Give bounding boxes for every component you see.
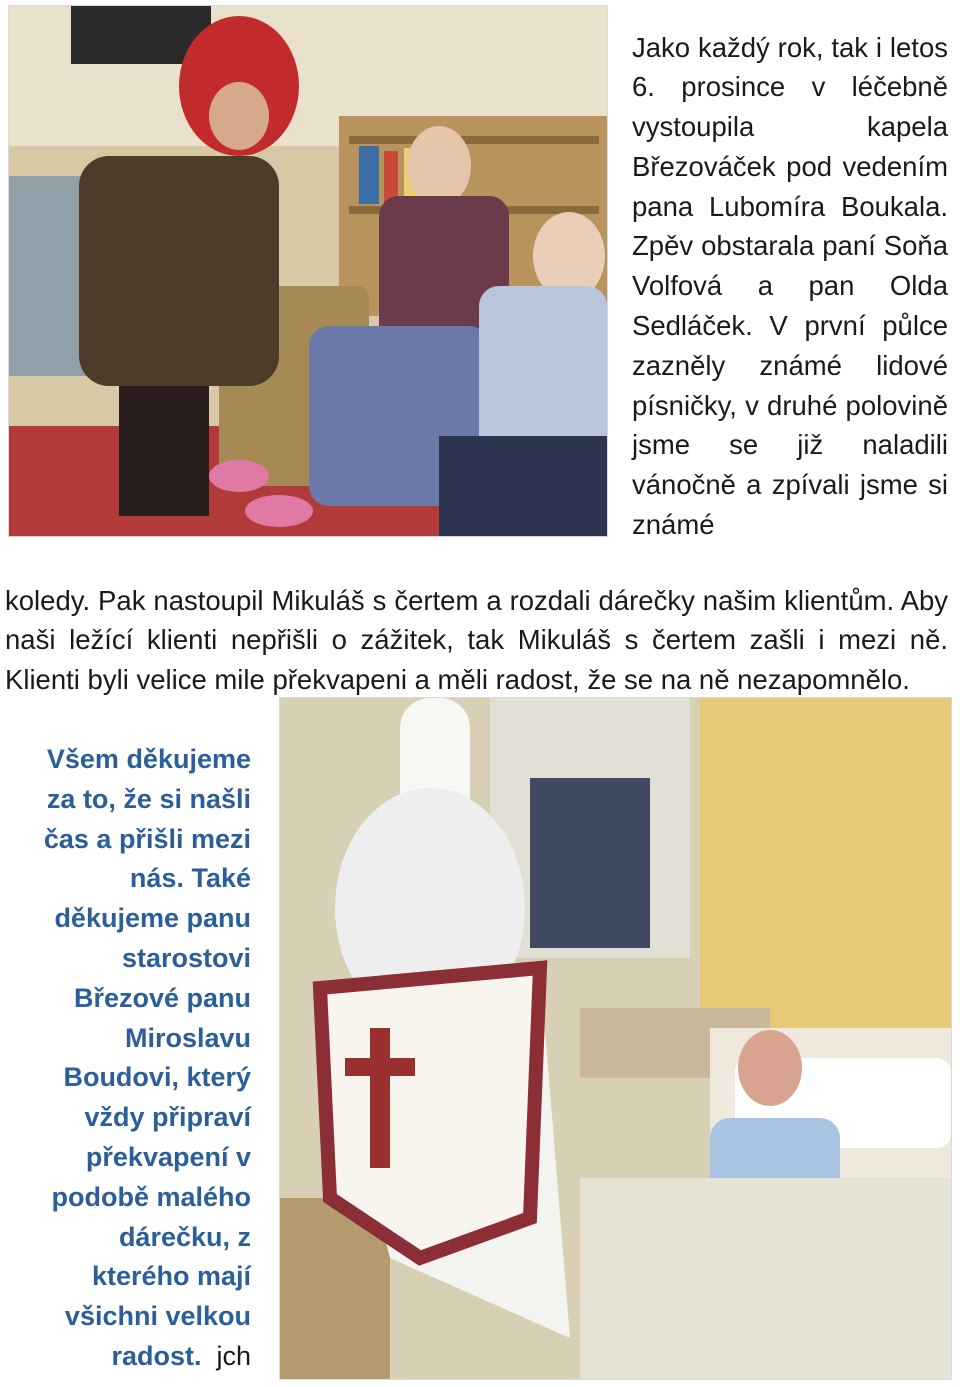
photo-devil-with-residents (8, 5, 608, 537)
thanks-note (18, 740, 251, 1377)
photo-saint-nicholas-visit (279, 697, 952, 1380)
article-continuation-paragraph: koledy. Pak nastoupil Mikuláš s čertem a rozdali dárečky našim klientům. Aby naši ležící klienti nepřišli o zážitek, tak Mikuláš s čertem zašli i mezi ně. Klienti byli velice mile překvapeni a měli radost, že se na ně nezapomnělo. (5, 584, 948, 696)
author-signature: jch (216, 1340, 251, 1371)
thanks-text: Všem děkujeme za to, že si našli čas a přišli mezi nás. Také děkujeme panu starostovi Březové panu Miroslavu Boudovi, který vždy připraví překvapení v podobě malého dárečku, z kterého mají všichni velkou radost. (43, 744, 251, 1371)
article-intro-paragraph: Jako každý rok, tak i letos 6. prosince v léčebně vystoupila kapela Březováček pod vedením pana Lubomíra Boukala. Zpěv obstarala paní Soňa Volfová a pan Olda Sedláček. V první půlce zazněly známé lidové písničky, v druhé polovině jsme se již naladili vánočně a zpívali jsme si známé (632, 31, 948, 541)
